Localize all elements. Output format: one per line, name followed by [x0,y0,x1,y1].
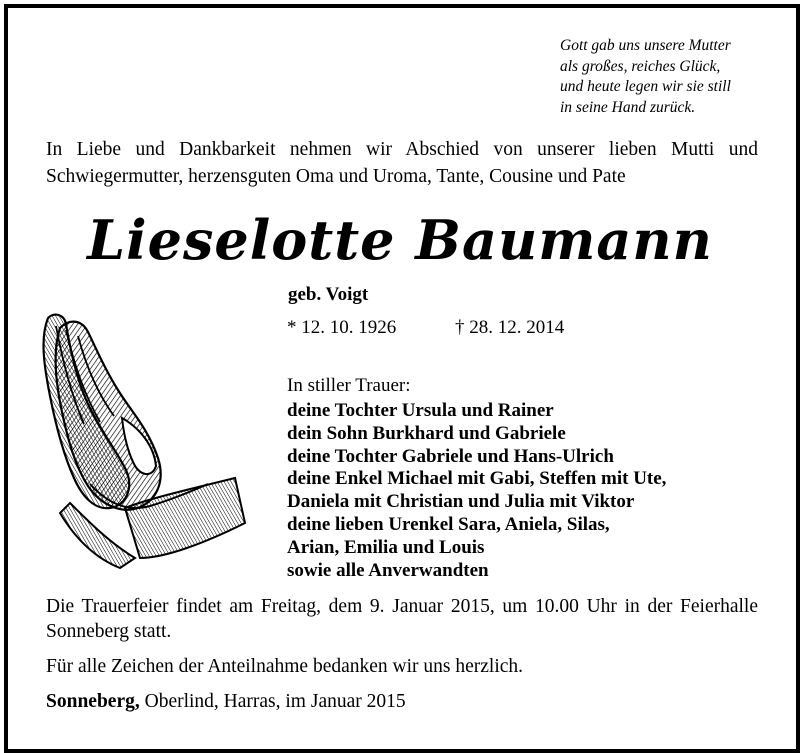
place-bold: Sonneberg, [46,691,140,712]
mourner-line: deine Enkel Michael mit Gabi, Steffen mit Ute, [287,468,667,490]
motto-line: Gott gab uns unsere Mutter [560,37,731,54]
mourner-line: deine lieben Urenkel Sara, Aniela, Silas, [287,513,610,535]
deceased-name: Lieselotte Baumann [87,208,713,272]
mourner-line: Daniela mit Christian und Julia mit Viktor [287,491,635,513]
mourners-list [287,400,666,582]
maiden-name: geb. Voigt [288,284,369,305]
intro-text: In Liebe und Dankbarkeit nehmen wir Abschied von unserer lieben Mutti und Schwiegermutter, herzensguten Oma und Uroma, Tante, Cousine und Pate [46,139,758,187]
motto-verse [560,36,731,118]
mourner-line: deine Tochter Gabriele und Hans-Ulrich [287,445,614,467]
thanks-text: Für alle Zeichen der Anteilnahme bedanken wir uns herzlich. [46,656,524,677]
motto-line: in seine Hand zurück. [560,98,696,116]
praying-hands-icon [30,308,250,570]
mourner-line: sowie alle Anverwandten [287,559,489,581]
place-rest: Oberlind, Harras, im Januar 2015 [139,691,406,712]
funeral-service-text: Die Trauerfeier findet am Freitag, dem 9. Januar 2015, um 10.00 Uhr in der Feierhalle Sonneberg statt. [46,596,758,642]
motto-line: und heute legen wir sie still [560,78,731,95]
mourner-line: Arian, Emilia und Louis [287,536,485,558]
motto-line: als großes, reiches Glück, [560,57,721,75]
mourner-line: deine Tochter Ursula und Rainer [287,400,554,421]
death-date: † 28. 12. 2014 [455,317,565,338]
place-and-date [46,691,406,713]
birth-date: * 12. 10. 1926 [287,317,397,338]
mourning-lead: In stiller Trauer: [287,375,411,396]
mourner-line: dein Sohn Burkhard und Gabriele [287,422,566,444]
